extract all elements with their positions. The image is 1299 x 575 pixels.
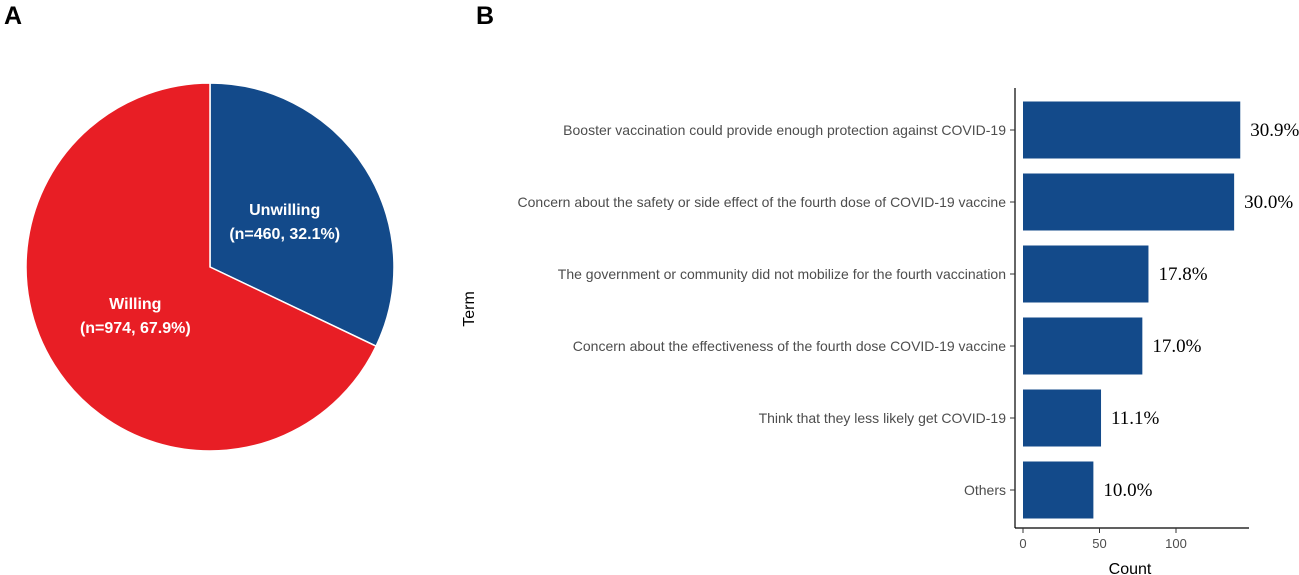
x-tick-label: 100 — [1165, 536, 1187, 551]
data-label: 11.1% — [1111, 408, 1160, 429]
bar — [1023, 102, 1240, 159]
pie-label-willing: Willing — [109, 296, 162, 314]
bar — [1023, 174, 1234, 231]
bar — [1023, 318, 1142, 375]
panel-b-label: B — [476, 2, 495, 30]
x-tick-label: 50 — [1092, 536, 1107, 551]
y-tick-label: Concern about the effectiveness of the fourth dose COVID-19 vaccine — [572, 338, 1006, 354]
data-label: 17.8% — [1158, 264, 1208, 285]
bar-chart — [461, 88, 1299, 575]
y-tick-label: The government or community did not mobilize for the fourth vaccination — [557, 266, 1006, 282]
y-tick-label: Booster vaccination could provide enough protection against COVID-19 — [563, 122, 1006, 138]
bar — [1023, 390, 1101, 447]
y-axis-title: Term — [461, 291, 478, 327]
y-tick-label: Others — [963, 482, 1006, 498]
data-label: 30.0% — [1244, 192, 1294, 213]
data-label: 17.0% — [1152, 336, 1202, 357]
x-tick-label: 0 — [1019, 536, 1027, 551]
pie-detail-unwilling: (n=460, 32.1%) — [229, 225, 341, 243]
bar — [1023, 462, 1093, 519]
bar — [1023, 246, 1148, 303]
data-label: 30.9% — [1250, 120, 1299, 141]
pie-label-unwilling: Unwilling — [249, 201, 321, 219]
pie-detail-willing: (n=974, 67.9%) — [79, 320, 191, 338]
panel-a-label: A — [4, 2, 23, 30]
y-tick-label: Concern about the safety or side effect of the fourth dose of COVID-19 vaccine — [517, 194, 1006, 210]
pie-chart — [26, 83, 394, 451]
y-tick-label: Think that they less likely get COVID-19 — [758, 410, 1006, 426]
data-label: 10.0% — [1103, 480, 1153, 501]
x-axis-title: Count — [1108, 561, 1152, 575]
